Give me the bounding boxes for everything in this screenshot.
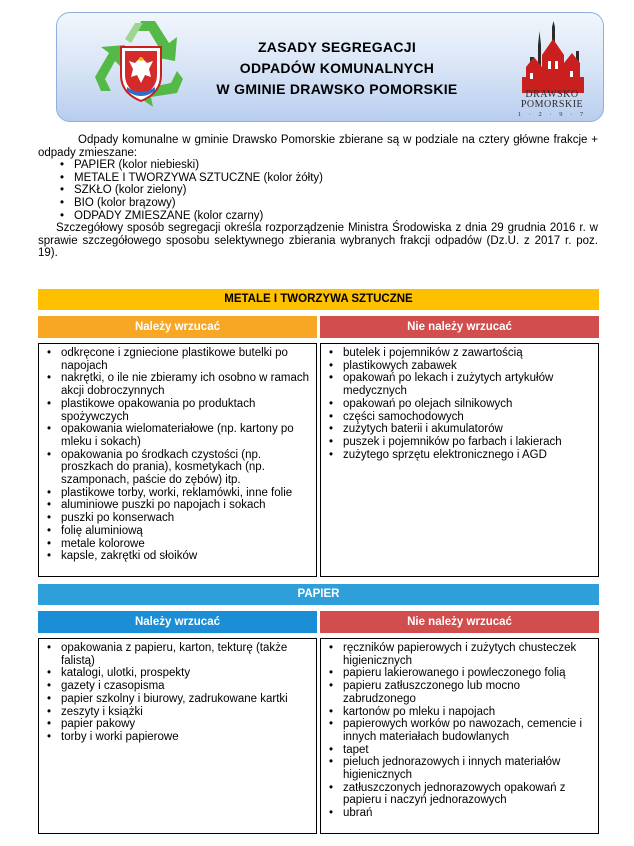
metal-forbidden-header: Nie należy wrzucać	[320, 316, 599, 338]
list-item: • plastikowe torby, worki, reklamówki, inne folie	[45, 487, 312, 500]
list-item: • tapet	[327, 744, 594, 757]
list-item: • papierowych worków po nawozach, cemencie i innych materiałach budowlanych	[327, 718, 594, 743]
list-item: • torby i worki papierowe	[45, 731, 312, 744]
list-item: • papieru lakierowanego i powleczonego folią	[327, 667, 594, 680]
recycle-coat-of-arms-icon	[91, 17, 191, 117]
paper-allowed-box	[38, 638, 317, 834]
intro-paragraph: Odpady komunalne w gminie Drawsko Pomorskie zbierane są w podziale na cztery główne frakcje + odpady zmieszane:	[38, 134, 598, 159]
title-line-2: ODPADÓW KOMUNALNYCH	[239, 60, 435, 76]
metal-allowed-box	[38, 343, 317, 577]
list-item: • opakowania wielomateriałowe (np. kartony po mleku i sokach)	[45, 423, 312, 448]
list-item: • aluminiowe puszki po napojach i sokach	[45, 499, 312, 512]
metal-forbidden-list	[327, 347, 594, 461]
list-item: • katalogi, ulotki, prospekty	[45, 667, 312, 680]
list-item: • zeszyty i książki	[45, 706, 312, 719]
logo-text-line-2: POMORSKIE	[520, 99, 584, 110]
title-line-3: W GMINIE DRAWSKO POMORSKIE	[216, 81, 458, 97]
fraction-item: • METALE I TWORZYWA SZTUCZNE (kolor żółty)	[60, 172, 598, 185]
header-banner	[56, 12, 604, 122]
list-item: • opakowania po środkach czystości (np. proszkach do prania), kosmetykach (np. szamponach, paście do zębów) itp.	[45, 449, 312, 487]
logo-year: 1 · 2 · 9 · 7	[517, 111, 587, 118]
fraction-item: • BIO (kolor brązowy)	[60, 197, 598, 210]
metal-allowed-list	[45, 347, 312, 563]
logo-text-line-1: DRAWSKO	[525, 89, 579, 100]
metal-allowed-header: Należy wrzucać	[38, 316, 317, 338]
list-item: • papieru zatłuszczonego lub mocno zabrudzonego	[327, 680, 594, 705]
list-item: • odkręcone i zgniecione plastikowe butelki po napojach	[45, 347, 312, 372]
metal-forbidden-box	[320, 343, 599, 577]
list-item: • części samochodowych	[327, 411, 594, 424]
list-item: • ubrań	[327, 807, 594, 820]
list-item: • puszek i pojemników po farbach i lakierach	[327, 436, 594, 449]
intro-section	[38, 134, 598, 260]
regulation-paragraph: Szczegółowy sposób segregacji określa rozporządzenie Ministra Środowiska z dnia 29 grudnia 2016 r. w sprawie szczegółowego sposobu selektywnego zbierania wybranych frakcji odpadów (Dz.U. z 2017 r. poz. 19).	[38, 222, 598, 260]
fraction-item: • ODPADY ZMIESZANE (kolor czarny)	[60, 210, 598, 223]
list-item: • kapsle, zakrętki od słoików	[45, 550, 312, 563]
paper-forbidden-list	[327, 642, 594, 820]
list-item: • opakowania z papieru, karton, tekturę (także falistą)	[45, 642, 312, 667]
list-item: • papier szkolny i biurowy, zadrukowane kartki	[45, 693, 312, 706]
paper-allowed-header: Należy wrzucać	[38, 611, 317, 633]
list-item: • folię aluminiową	[45, 525, 312, 538]
paper-allowed-list	[45, 642, 312, 744]
list-item: • plastikowe opakowania po produktach spożywczych	[45, 398, 312, 423]
paper-forbidden-header: Nie należy wrzucać	[320, 611, 599, 633]
list-item: • zatłuszczonych jednorazowych opakowań z papieru i naczyń jednorazowych	[327, 782, 594, 807]
list-item: • kartonów po mleku i napojach	[327, 706, 594, 719]
list-item: • metale kolorowe	[45, 538, 312, 551]
list-item: • puszki po konserwach	[45, 512, 312, 525]
list-item: • zużytych baterii i akumulatorów	[327, 423, 594, 436]
list-item: • opakowań po olejach silnikowych	[327, 398, 594, 411]
list-item: • zużytego sprzętu elektronicznego i AGD	[327, 449, 594, 462]
section-header-paper: PAPIER	[38, 584, 599, 605]
fraction-item: • SZKŁO (kolor zielony)	[60, 184, 598, 197]
list-item: • nakrętki, o ile nie zbieramy ich osobno w ramach akcji dobroczynnych	[45, 372, 312, 397]
list-item: • gazety i czasopisma	[45, 680, 312, 693]
fraction-item: • PAPIER (kolor niebieski)	[60, 159, 598, 172]
list-item: • ręczników papierowych i zużytych chusteczek higienicznych	[327, 642, 594, 667]
list-item: • butelek i pojemników z zawartością	[327, 347, 594, 360]
list-item: • papier pakowy	[45, 718, 312, 731]
paper-forbidden-box	[320, 638, 599, 834]
list-item: • pieluch jednorazowych i innych materiałów higienicznych	[327, 756, 594, 781]
title-line-1: ZASADY SEGREGACJI	[257, 39, 417, 55]
fraction-list	[60, 159, 598, 222]
list-item: • opakowań po lekach i zużytych artykułów medycznych	[327, 372, 594, 397]
list-item: • plastikowych zabawek	[327, 360, 594, 373]
page-title	[207, 37, 467, 100]
section-header-metal-plastic: METALE I TWORZYWA SZTUCZNE	[38, 289, 599, 310]
